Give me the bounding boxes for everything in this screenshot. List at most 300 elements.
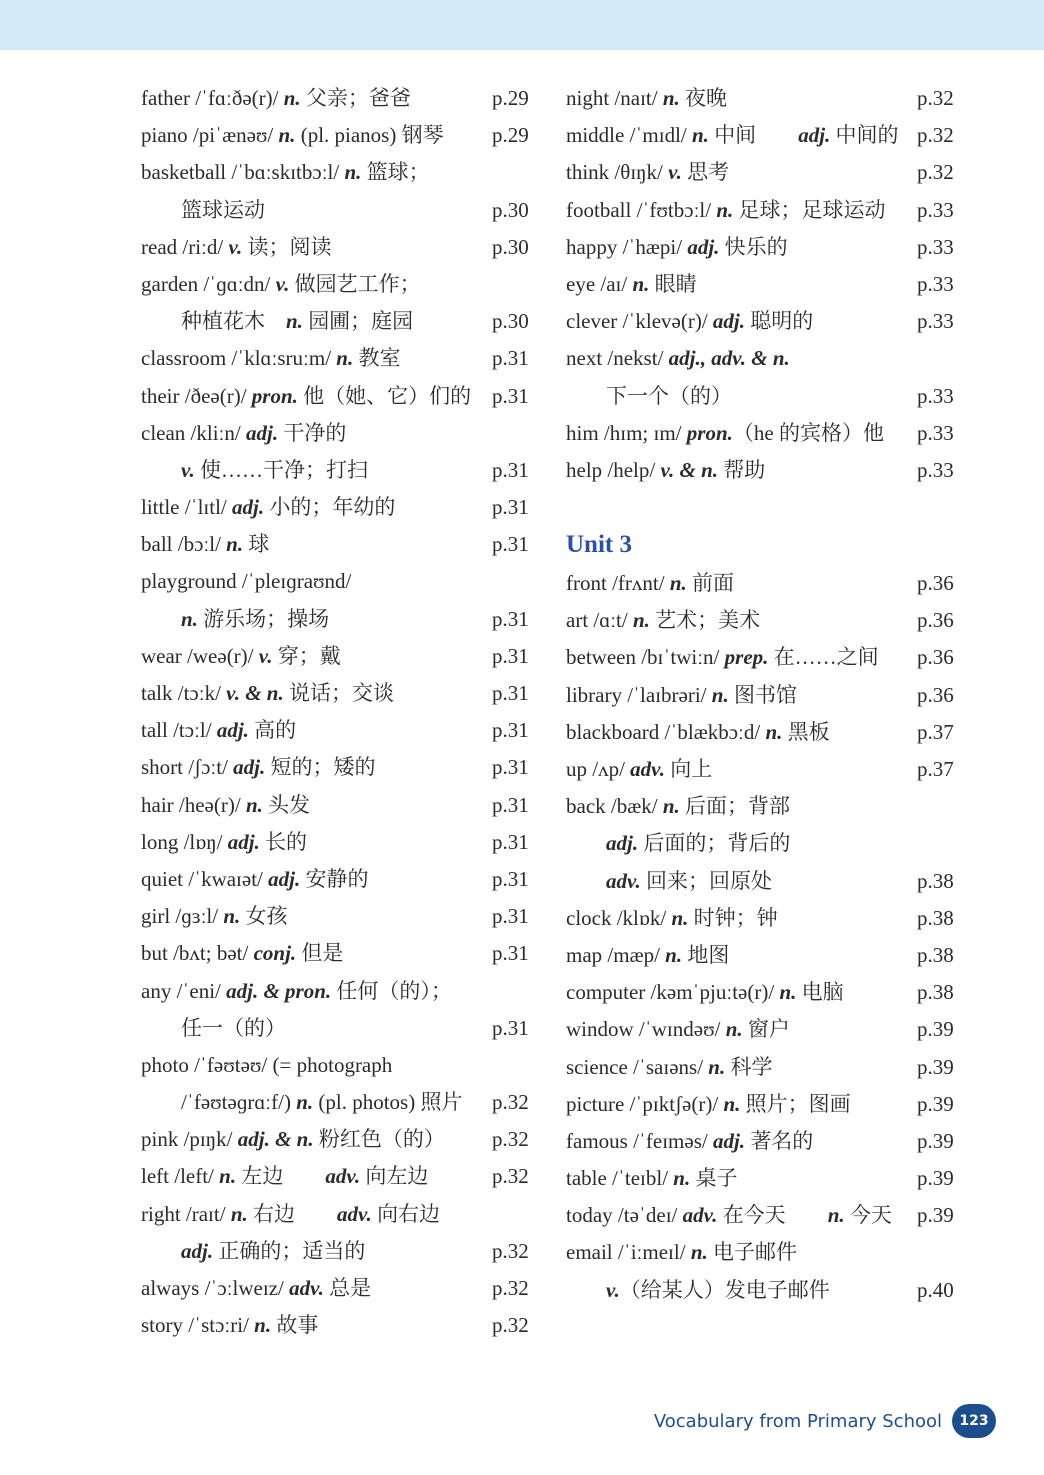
vocab-entry [566,266,961,303]
vocab-entry-text [141,526,269,563]
vocab-text-segment: 说话；交谈 [283,681,394,705]
vocab-entry [566,751,961,788]
vocab-entry-text [141,80,411,117]
part-of-speech: n. [708,1054,726,1079]
vocab-entry-text [566,340,790,377]
vocab-entry [141,638,536,675]
vocab-text-segment: 头发 [262,792,311,817]
vocab-entry-text [141,563,351,600]
vocab-entry-continuation [566,863,961,900]
vocab-text-segment: 篮球运动 [181,197,265,222]
vocab-text-segment: hair /heə(r)/ [141,792,246,817]
vocab-text-segment: him /hɪm; ɪm/ [566,420,687,445]
part-of-speech: n. [181,606,198,631]
vocab-text-segment: 女孩 [240,904,288,929]
vocab-text-segment: 左边 [236,1164,326,1189]
part-of-speech: n. [296,1090,314,1115]
vocab-entry [141,935,536,972]
vocab-entry-text [141,749,376,786]
part-of-speech: n. [662,794,680,819]
vocab-entry-text [141,712,296,749]
part-of-speech: n. [219,1164,237,1189]
vocab-text-segment: 高的 [248,718,297,743]
vocab-entry-text [566,900,778,937]
vocab-text-segment: basketball /ˈbɑːskɪtbɔːl/ [141,160,345,185]
vocab-text-segment: back /bæk/ [566,794,663,819]
page-reference: p.36 [917,571,954,596]
vocab-text-segment: 读；阅读 [242,234,332,259]
vocab-entry [566,192,961,229]
vocab-text-segment: 任何（的）； [331,978,452,1003]
top-color-band [0,0,1044,50]
page-reference: p.38 [917,868,954,893]
vocab-text-segment: talk /tɔːk/ [141,681,227,705]
page-reference: p.31 [492,383,529,408]
part-of-speech: n. [723,1091,741,1116]
vocab-text-segment: famous /ˈfeɪməs/ [566,1128,713,1153]
part-of-speech: n. [690,1240,708,1265]
part-of-speech: v. [181,457,195,482]
page-reference: p.36 [917,682,954,707]
vocab-text-segment: 回来；回原处 [640,868,773,893]
page-reference: p.32 [492,1164,529,1189]
vocab-entry-text [141,489,395,526]
part-of-speech: adj. [606,831,639,856]
part-of-speech: adj. [232,495,265,520]
part-of-speech: n. [336,346,354,371]
vocab-text-segment: 桌子 [690,1166,738,1191]
vocab-text-segment: playground /ˈpleɪɡraʊnd/ [141,569,352,594]
page-reference: p.31 [492,532,529,557]
vocab-text-segment: 右边 [247,1201,338,1226]
page-reference: p.30 [492,197,529,222]
vocab-entry [141,1121,536,1158]
page-reference: p.32 [492,1090,529,1115]
vocab-entry-continuation [141,601,536,638]
vocab-entry-text [566,1049,772,1086]
vocab-entry [141,1270,536,1307]
part-of-speech: adj. [227,829,260,854]
vocab-text-segment: 游乐场；操场 [197,606,330,631]
part-of-speech: n. [692,123,709,148]
part-of-speech: v. [228,234,243,259]
vocab-text-segment: 前面 [686,571,734,596]
part-of-speech: n. [673,1166,691,1191]
vocab-entry-text [566,974,844,1011]
vocab-text-segment: between /bɪˈtwiːn/ [566,645,725,670]
vocab-entry [566,1123,961,1160]
vocab-entry-text [566,1123,813,1160]
vocab-list-unit3 [566,565,961,1309]
vocab-entry [566,117,961,154]
page-reference: p.31 [492,941,529,966]
vocab-entry [141,861,536,898]
vocab-entry [141,973,536,1010]
vocab-entry-text [566,937,729,974]
vocab-entry [141,563,536,600]
page-reference: p.37 [917,757,954,781]
part-of-speech: adv. [325,1164,361,1189]
part-of-speech: adv. [682,1203,718,1228]
vocab-entry [566,565,961,602]
footer-title: Vocabulary from Primary School [653,1410,942,1432]
vocab-text-segment: piano /piˈænəʊ/ [141,123,279,148]
vocab-entry-text [141,1196,440,1233]
page-reference: p.32 [917,123,954,148]
vocab-text-segment: 照片；图画 [740,1091,851,1116]
vocab-text-segment: picture /ˈpɪktʃə(r)/ [566,1091,724,1116]
page-reference: p.32 [917,86,954,110]
vocab-text-segment: 任一（的） [181,1015,286,1040]
vocab-entry [566,303,961,340]
vocab-entry [141,898,536,935]
vocab-entry-continuation [141,1084,536,1121]
part-of-speech: adj. [233,755,266,780]
page-reference: p.31 [492,829,529,854]
part-of-speech: v. & n. [226,681,284,705]
page-reference: p.33 [917,197,954,222]
vocab-text-segment: 窗户 [742,1017,790,1042]
part-of-speech: adv. [606,868,641,893]
vocab-text-segment: father /ˈfɑːðə(r)/ [141,86,284,110]
vocab-text-segment: 向右边 [371,1201,441,1226]
vocab-text-segment: 黑板 [782,719,830,744]
page-footer [654,1404,996,1438]
vocab-entry-continuation [141,1233,536,1270]
vocab-entry-text [566,229,788,266]
vocab-entry-text [566,1086,851,1123]
part-of-speech: n. [278,123,296,148]
vocab-text-segment: next /nekst/ [566,346,669,371]
vocab-text-segment: 科学 [725,1054,773,1079]
vocab-text-segment: wear /weə(r)/ [141,643,259,668]
page-reference: p.36 [917,608,954,633]
vocab-entry-text [141,1270,371,1307]
vocab-text-segment: 下一个（的） [606,383,732,408]
vocab-entry-text [566,80,727,117]
vocab-entry-text [566,714,830,751]
vocab-text-segment: 短的；矮的 [265,755,376,780]
vocab-entry-text [141,415,346,452]
vocab-text-segment: left /left/ [141,1164,220,1189]
vocab-text-segment: clever /ˈklevə(r)/ [566,309,713,334]
vocab-entry-text [566,1160,737,1197]
vocab-text-segment: library /ˈlaɪbrəri/ [566,682,712,707]
vocab-entry-text [566,677,797,714]
page-reference: p.31 [492,755,529,780]
vocab-entry-text [566,1197,892,1234]
vocab-text-segment: photo /ˈfəʊtəʊ/ (= photograph [141,1052,393,1077]
vocab-entry-text [141,266,421,303]
vocab-entry-text [141,638,341,675]
vocab-text-segment: science /ˈsaɪəns/ [566,1054,709,1079]
part-of-speech: pron. [686,420,733,445]
page-reference: p.31 [492,643,529,668]
vocab-text-segment: 中间 [708,123,799,148]
page-reference: p.31 [492,792,529,817]
vocab-entry-text [606,825,790,862]
vocab-entry [566,639,961,676]
vocab-entry [566,900,961,937]
vocab-entry-text [566,154,729,191]
vocab-text-segment: think /θɪŋk/ [566,160,669,185]
part-of-speech: pron. [251,383,298,408]
vocab-entry-text [566,303,813,340]
page-reference: p.32 [492,1127,529,1152]
vocab-text-segment: 思考 [681,160,730,185]
vocab-entry-text [141,1158,428,1195]
page-reference: p.39 [917,1203,954,1228]
vocab-text-segment: 图书馆 [728,682,797,707]
vocab-entry-continuation [141,1010,536,1047]
vocab-entry [141,154,536,191]
page-reference: p.39 [917,1128,954,1153]
vocab-text-segment: pink /pɪŋk/ [141,1127,238,1152]
vocab-text-segment: 时钟；钟 [688,905,778,930]
vocab-text-segment: table /ˈteɪbl/ [566,1166,674,1191]
vocab-entry-text [181,452,368,489]
vocab-entry [141,266,536,303]
vocab-text-segment: always /ˈɔːlweɪz/ [141,1276,290,1300]
vocab-entry [141,378,536,415]
vocab-text-segment: 篮球； [361,160,430,185]
vocab-entry [141,824,536,861]
vocab-text-segment: (pl. photos) 照片 [313,1090,463,1115]
vocab-text-segment: 聪明的 [745,309,814,334]
page-reference: p.31 [492,457,529,482]
vocab-text-segment: 眼睛 [649,271,697,296]
vocab-text-segment: little /ˈlɪtl/ [141,495,232,520]
part-of-speech: n. [230,1201,248,1226]
vocab-entry-text [141,787,310,824]
vocab-text-segment: 帮助 [718,457,766,482]
vocab-text-segment: 干净的 [278,420,347,445]
vocab-entry-continuation [566,825,961,862]
part-of-speech: adv. [289,1276,324,1300]
vocab-text-segment: 电脑 [796,980,844,1005]
page-reference: p.36 [917,645,954,670]
part-of-speech: n. [725,1017,743,1042]
vocab-text-segment: 足球；足球运动 [733,197,886,222]
vocab-entry [566,974,961,1011]
part-of-speech: adj. [268,866,301,891]
vocab-text-segment: 在……之间 [768,645,879,670]
vocab-entry-continuation [141,452,536,489]
vocab-entry-text [141,1047,392,1084]
vocab-entry-text [141,1121,445,1158]
vocab-entry [566,1011,961,1048]
vocab-entry-text [566,565,734,602]
vocab-text-segment: 在今天 [717,1203,828,1228]
vocab-entry-text [141,935,343,972]
vocab-text-segment: today /təˈdeɪ/ [566,1203,683,1228]
part-of-speech: n. [632,608,650,633]
vocab-text-segment: 地图 [682,942,730,967]
page-reference: p.32 [492,1276,529,1300]
vocab-text-segment: 但是 [296,941,344,966]
vocab-entry [566,677,961,714]
vocab-text-segment: but /bʌt; bət/ [141,941,254,966]
vocab-entry [566,1160,961,1197]
page-reference: p.31 [492,681,529,705]
page-reference: p.38 [917,905,954,930]
part-of-speech: conj. [253,941,297,966]
page-reference: p.32 [492,1238,529,1263]
vocab-text-segment: 长的 [259,829,308,854]
vocab-entry [141,1196,536,1233]
vocab-text-segment: map /mæp/ [566,942,666,967]
vocab-text-segment: 故事 [271,1313,319,1338]
vocab-entry-text [181,1233,365,1270]
part-of-speech: n. [254,1313,272,1338]
vocab-text-segment: 种植花木 [181,309,286,334]
part-of-speech: v. [275,271,290,296]
vocab-entry-text [566,192,886,229]
vocab-entry-text [566,602,760,639]
vocab-entry-text [141,117,444,154]
page-reference: p.39 [917,1054,954,1079]
vocab-text-segment: 著名的 [745,1128,814,1153]
part-of-speech: adv. [630,757,665,781]
vocab-entry-text [181,303,413,340]
vocab-entry [141,340,536,377]
vocab-text-segment: art /ɑːt/ [566,608,633,633]
vocab-entry-text [566,751,712,788]
part-of-speech: prep. [724,645,769,670]
part-of-speech: adv. [337,1201,372,1226]
part-of-speech: adj. [798,123,831,148]
vocab-text-segment: email /ˈiːmeɪl/ [566,1240,691,1265]
part-of-speech: v. [606,1277,620,1302]
vocab-column-left [141,80,536,1344]
vocab-entry [566,1086,961,1123]
part-of-speech: n. [669,571,687,596]
part-of-speech: adj. [181,1238,214,1263]
vocab-entry-text [141,378,471,415]
vocab-text-segment: any /ˈeni/ [141,978,227,1003]
vocab-entry [141,675,536,712]
vocab-text-segment: 安静的 [300,866,369,891]
vocab-entry-continuation [141,303,536,340]
vocab-text-segment: read /riːd/ [141,234,229,259]
vocab-text-segment: clean /kliːn/ [141,420,246,445]
vocab-entry [141,117,536,154]
vocab-text-segment: happy /ˈhæpi/ [566,234,688,259]
part-of-speech: n. [765,719,783,744]
vocab-text-segment: 小的；年幼的 [264,495,396,520]
vocab-entry [141,1307,536,1344]
vocab-text-segment: short /ʃɔːt/ [141,755,234,780]
vocab-entry [566,714,961,751]
vocab-text-segment: 粉红色（的） [313,1127,445,1152]
page-reference: p.33 [917,420,954,445]
page-reference: p.31 [492,718,529,743]
vocab-entry [566,154,961,191]
vocab-text-segment: 电子邮件 [707,1240,797,1265]
vocab-entry [141,1158,536,1195]
vocab-entry-text [141,154,430,191]
page-reference: p.39 [917,1017,954,1042]
vocab-entry-text [181,1084,462,1121]
vocab-entry [566,602,961,639]
page-reference: p.32 [917,160,954,185]
vocab-entry-text [141,1307,318,1344]
vocab-entry [566,229,961,266]
vocab-text-segment: story /ˈstɔːri/ [141,1313,255,1338]
page-reference: p.32 [492,1313,529,1338]
page-reference: p.33 [917,457,954,482]
vocab-text-segment: 正确的；适当的 [213,1238,366,1263]
page-reference: p.40 [917,1277,954,1302]
vocab-text-segment: 父亲；爸爸 [300,86,411,110]
vocab-text-segment: middle /ˈmɪdl/ [566,123,692,148]
page-reference: p.33 [917,309,954,334]
vocab-text-segment: their /ðeə(r)/ [141,383,252,408]
page-number-badge: 123 [952,1404,996,1438]
vocab-text-segment: 做园艺工作； [289,271,421,296]
vocab-text-segment: 向左边 [360,1164,429,1189]
part-of-speech: n. [665,942,683,967]
vocab-text-segment: clock /klɒk/ [566,905,672,930]
vocab-text-segment: 向上 [664,757,713,781]
vocab-entry-text [141,675,394,712]
vocab-entry-continuation [566,378,961,415]
vocab-entry [141,415,536,452]
page-reference: p.31 [492,866,529,891]
vocab-text-segment: night /naɪt/ [566,86,663,110]
vocab-entry-text [141,861,368,898]
vocab-entry [141,229,536,266]
vocab-column-right [566,80,961,1309]
vocab-text-segment: 艺术；美术 [649,608,761,633]
part-of-speech: adj. [245,420,279,445]
page-reference: p.33 [917,271,954,296]
vocab-list-unit2-continued [566,80,961,489]
part-of-speech: adj., adv. & n. [668,346,790,371]
vocab-entry-text [141,229,332,266]
part-of-speech: n. [671,905,689,930]
vocab-text-segment: 今天 [844,1203,892,1228]
vocab-text-segment: 快乐的 [719,234,788,259]
vocab-entry-text [181,1010,286,1047]
part-of-speech: adj. [687,234,720,259]
part-of-speech: v. & n. [660,457,719,482]
part-of-speech: n. [344,160,362,185]
vocab-text-segment: front /frʌnt/ [566,571,670,596]
page-reference: p.31 [492,346,529,371]
vocab-text-segment: 穿；戴 [272,643,341,668]
page-reference: p.29 [492,86,529,110]
part-of-speech: n. [779,980,797,1005]
part-of-speech: adj. [712,309,746,334]
vocab-text-segment: tall /tɔːl/ [141,718,217,743]
vocab-entry [566,340,961,377]
vocab-text-segment: 使……干净；打扫 [194,457,369,482]
vocab-entry-text [566,117,899,154]
vocab-text-segment: right /raɪt/ [141,1201,231,1226]
page-reference: p.29 [492,123,529,148]
vocab-entry [141,1047,536,1084]
vocab-entry-text [141,340,400,377]
vocab-entry [566,1049,961,1086]
vocab-text-segment: girl /ɡɜːl/ [141,904,224,929]
vocab-entry [141,712,536,749]
vocab-entry-text [606,378,732,415]
page-reference: p.37 [917,719,954,744]
page-reference: p.30 [492,234,529,259]
vocab-text-segment: （给某人）发电子邮件 [619,1277,830,1302]
part-of-speech: n. [245,792,263,817]
